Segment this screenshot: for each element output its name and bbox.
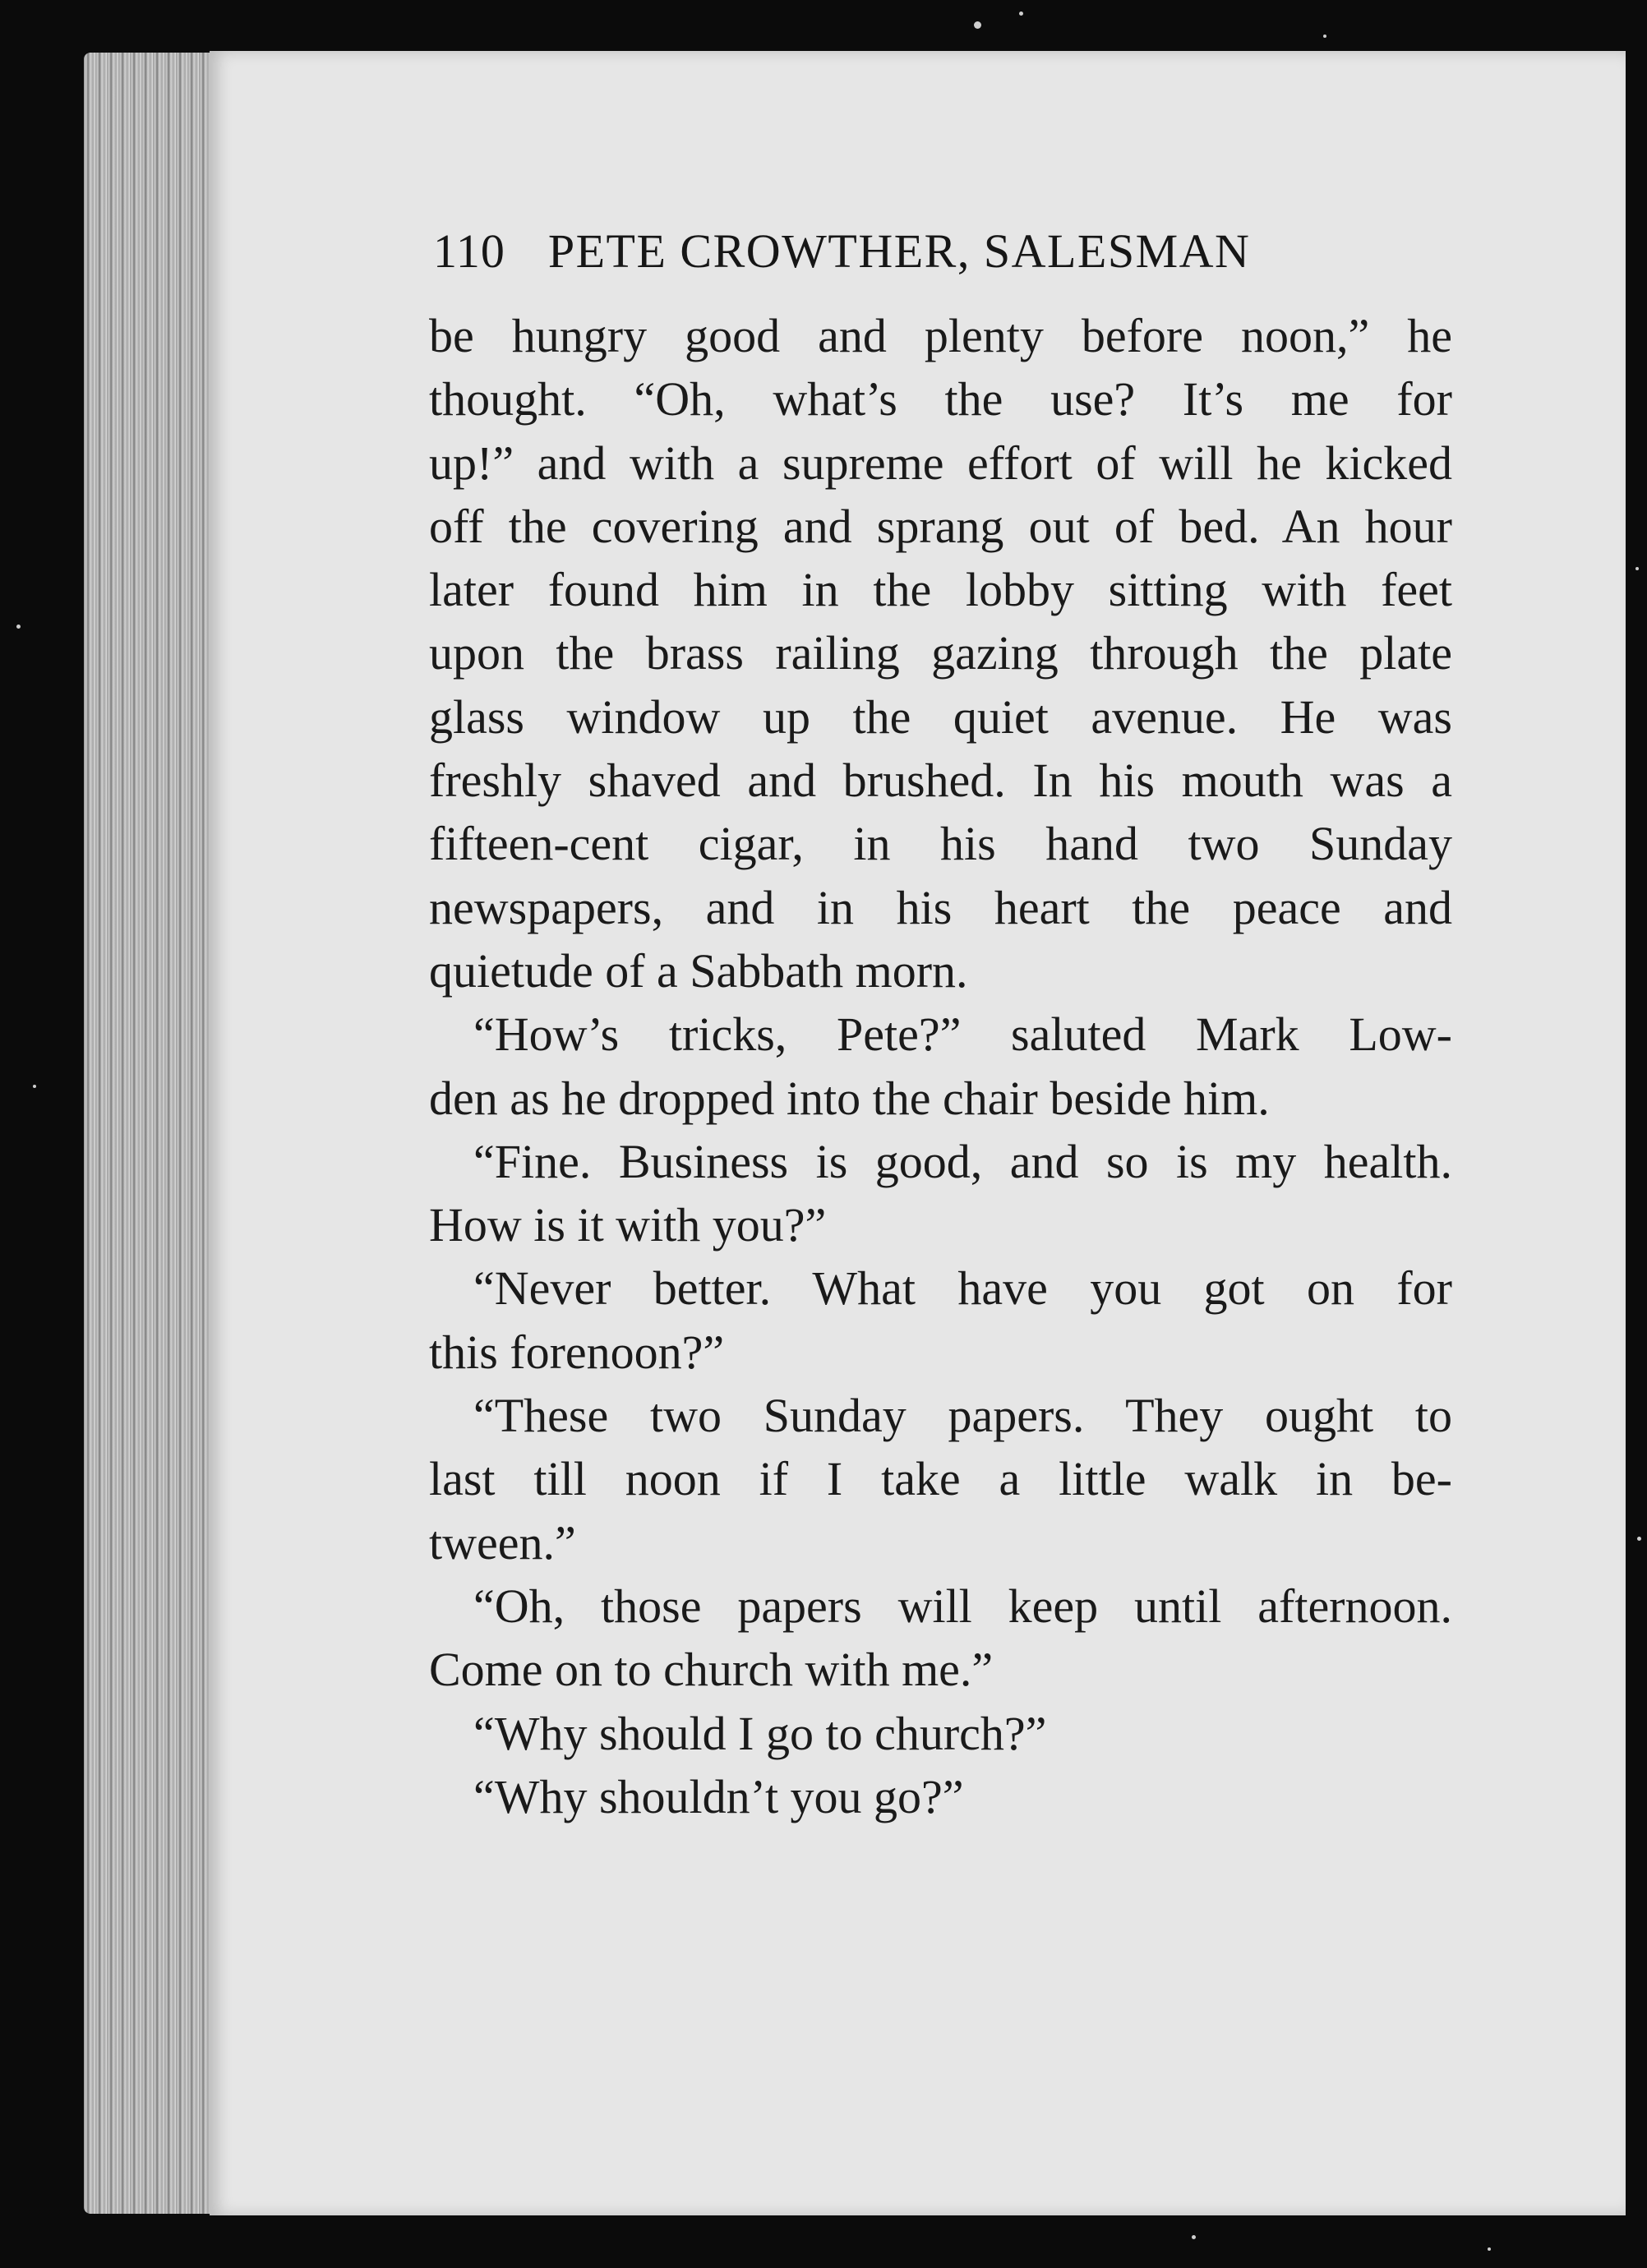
text-line: upon the brass railing gazing through the plate xyxy=(429,626,1452,680)
text-line: den as he dropped into the chair beside him. xyxy=(429,1071,1270,1125)
text-line: “How’s tricks, Pete?” saluted Mark Low- xyxy=(473,1007,1452,1062)
body-text xyxy=(429,304,1452,1828)
text-line: glass window up the quiet avenue. He was xyxy=(429,689,1452,744)
text-line: Come on to church with me.” xyxy=(429,1643,994,1697)
text-line: last till noon if I take a little walk in be- xyxy=(429,1452,1452,1506)
running-head xyxy=(433,224,1304,289)
running-title: PETE CROWTHER, SALESMAN xyxy=(547,224,1251,278)
text-line: freshly shaved and brushed. In his mouth was a xyxy=(429,754,1452,808)
text-line: be hungry good and plenty before noon,” he xyxy=(429,309,1452,362)
page-number: 110 xyxy=(433,224,505,278)
text-line: tween.” xyxy=(429,1515,576,1570)
page-edges xyxy=(84,53,224,2214)
text-line: newspapers, and in his heart the peace and xyxy=(429,880,1452,934)
text-line: off the covering and sprang out of bed. An hour xyxy=(429,499,1452,553)
text-line: How is it with you?” xyxy=(429,1198,827,1252)
text-line: later found him in the lobby sitting with feet xyxy=(429,563,1452,617)
text-line: up!” and with a supreme effort of will he kicked xyxy=(429,436,1452,490)
text-line: quietude of a Sabbath morn. xyxy=(429,943,968,998)
text-line: this forenoon?” xyxy=(429,1325,725,1379)
text-line: thought. “Oh, what’s the use? It’s me for xyxy=(429,372,1452,426)
text-line: “Oh, those papers will keep until afternoon. xyxy=(473,1579,1452,1633)
text-line: “These two Sunday papers. They ought to xyxy=(473,1389,1452,1443)
text-line: “Why should I go to church?” xyxy=(473,1706,1047,1760)
text-line: “Never better. What have you got on for xyxy=(473,1261,1452,1316)
text-line: “Fine. Business is good, and so is my health. xyxy=(473,1134,1452,1188)
text-line: “Why shouldn’t you go?” xyxy=(473,1769,964,1823)
text-line: fifteen-cent cigar, in his hand two Sunday xyxy=(429,817,1452,871)
